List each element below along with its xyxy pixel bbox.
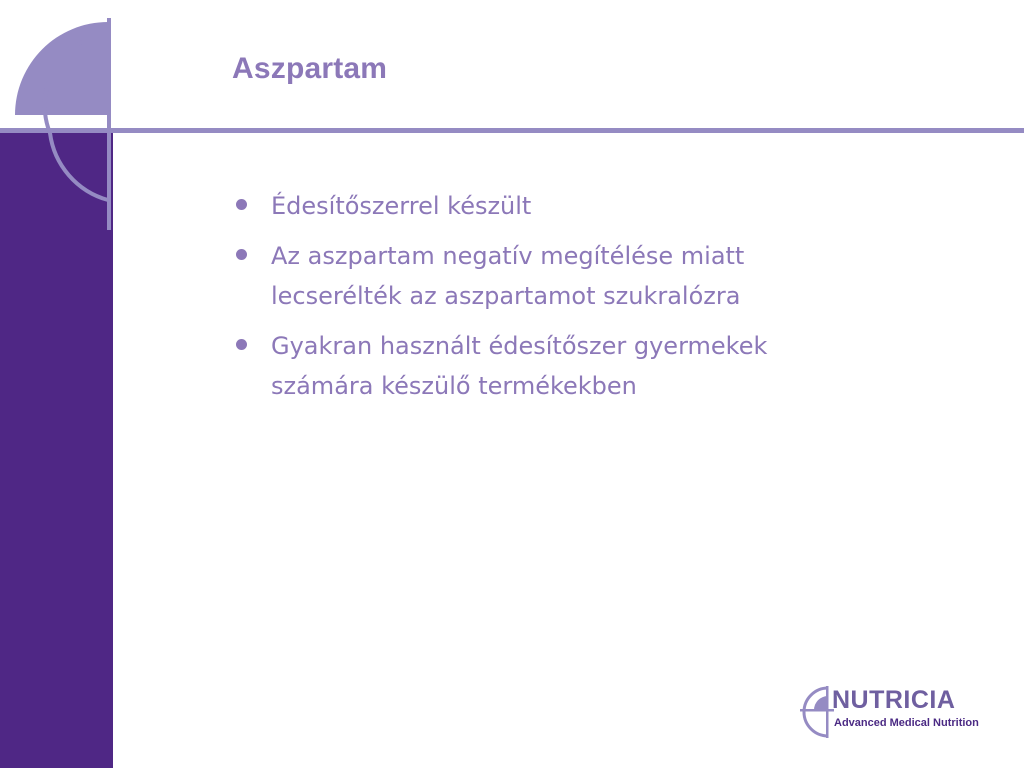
bullet-text: Az aszpartam negatív megítélése miatt lecserélték az aszpartamot szukralózra <box>271 242 745 310</box>
bullet-dot-icon <box>236 249 247 260</box>
nutricia-logo <box>798 686 988 738</box>
logo-tagline: Advanced Medical Nutrition <box>834 717 979 729</box>
bullet-item <box>232 326 872 406</box>
slide-title: Aszpartam <box>232 52 388 85</box>
logo-name: NUTRICIA <box>832 686 956 714</box>
bullet-list <box>232 186 872 416</box>
bullet-dot-icon <box>236 199 247 210</box>
bullet-text: Édesítőszerrel készült <box>271 192 532 220</box>
bullet-dot-icon <box>236 339 247 350</box>
vertical-rule <box>107 18 111 230</box>
nutricia-mark-icon <box>798 686 834 738</box>
bullet-item <box>232 186 872 226</box>
corner-arc <box>15 22 108 115</box>
bullet-item <box>232 236 872 316</box>
title-rule <box>0 128 1024 133</box>
bullet-text: Gyakran használt édesítőszer gyermekek számára készülő termékekben <box>271 332 768 400</box>
left-sidebar <box>0 133 113 768</box>
